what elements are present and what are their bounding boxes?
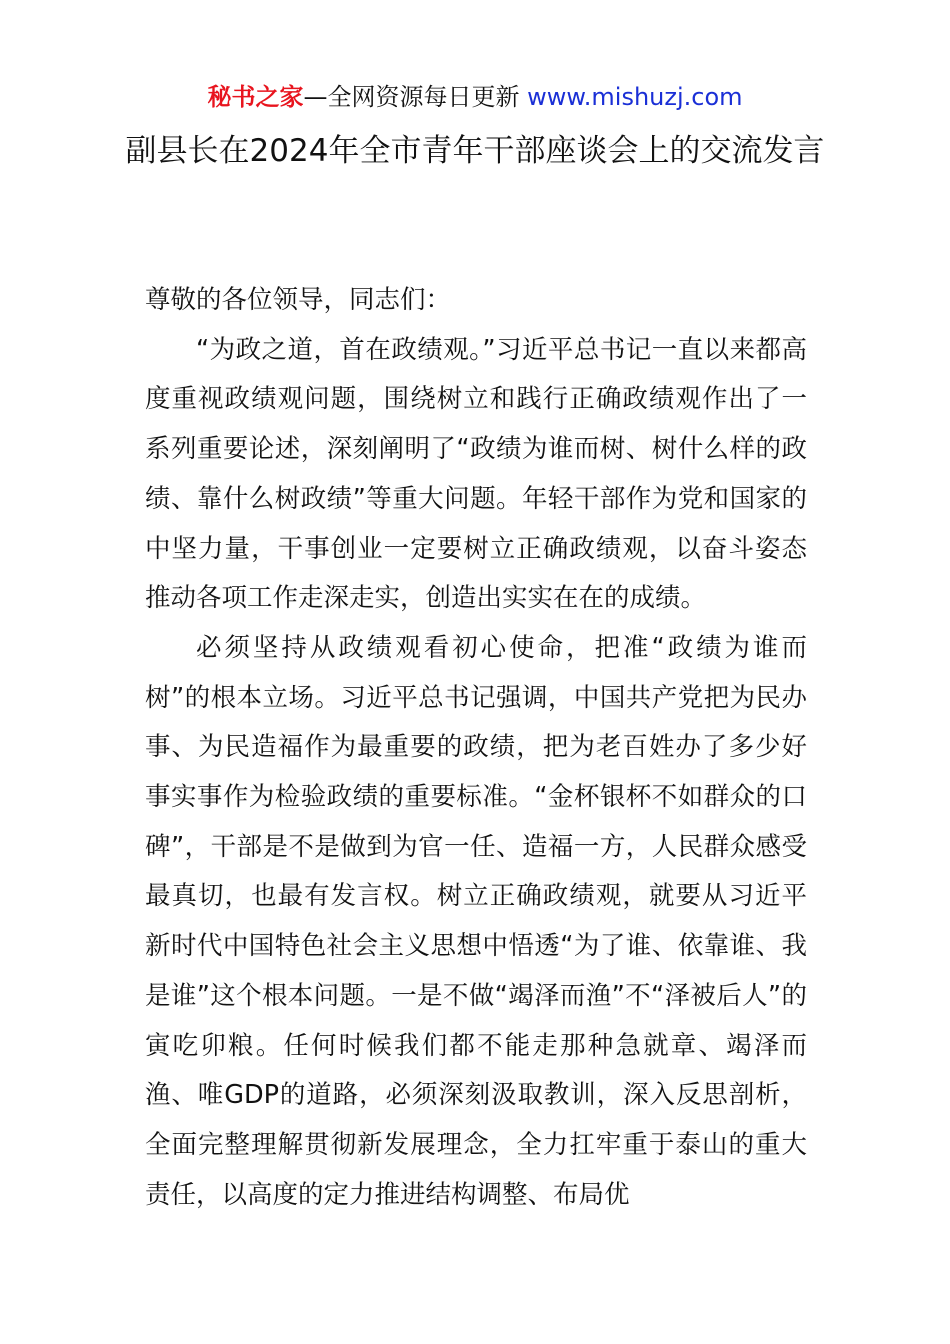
document-body xyxy=(145,276,807,1220)
document-title: 副县长在2024年全市青年干部座谈会上的交流发言 xyxy=(125,133,825,169)
body-paragraph: 必须坚持从政绩观看初心使命，把准“政绩为谁而树”的根本立场。习近平总书记强调，中国共产党把为民办事、为民造福作为最重要的政绩，把为老百姓办了多少好事实事作为检验政绩的重要标准。“金杯银杯不如群众的口碑”，干部是不是做到为官一任、造福一方，人民群众感受最真切，也最有发言权。树立正确政绩观，就要从习近平新时代中国特色社会主义思想中悟透“为了谁、依靠谁、我是谁”这个根本问题。一是不做“竭泽而渔”不“泽被后人”的寅吃卯粮。任何时候我们都不能走那种急就章、竭泽而渔、唯GDP的道路，必须深刻汲取教训，深入反思剖析，全面完整理解贯彻新发展理念，全力扛牢重于泰山的重大责任，以高度的定力推进结构调整、布局优 xyxy=(145,632,807,1210)
body-paragraph: “为政之道，首在政绩观。”习近平总书记一直以来都高度重视政绩观问题，围绕树立和践行正确政绩观作出了一系列重要论述，深刻阐明了“政绩为谁而树、树什么样的政绩、靠什么树政绩”等重大问题。年轻干部作为党和国家的中坚力量，干事创业一定要树立正确政绩观，以奋斗姿态推动各项工作走深走实，创造出实实在在的成绩。 xyxy=(145,334,807,614)
site-url-link[interactable]: www.mishuzj.com xyxy=(527,83,743,111)
site-tagline: —全网资源每日更新 xyxy=(303,83,528,111)
site-brand: 秘书之家 xyxy=(207,83,304,111)
salutation: 尊敬的各位领导，同志们： xyxy=(145,285,452,315)
site-header xyxy=(0,80,950,114)
